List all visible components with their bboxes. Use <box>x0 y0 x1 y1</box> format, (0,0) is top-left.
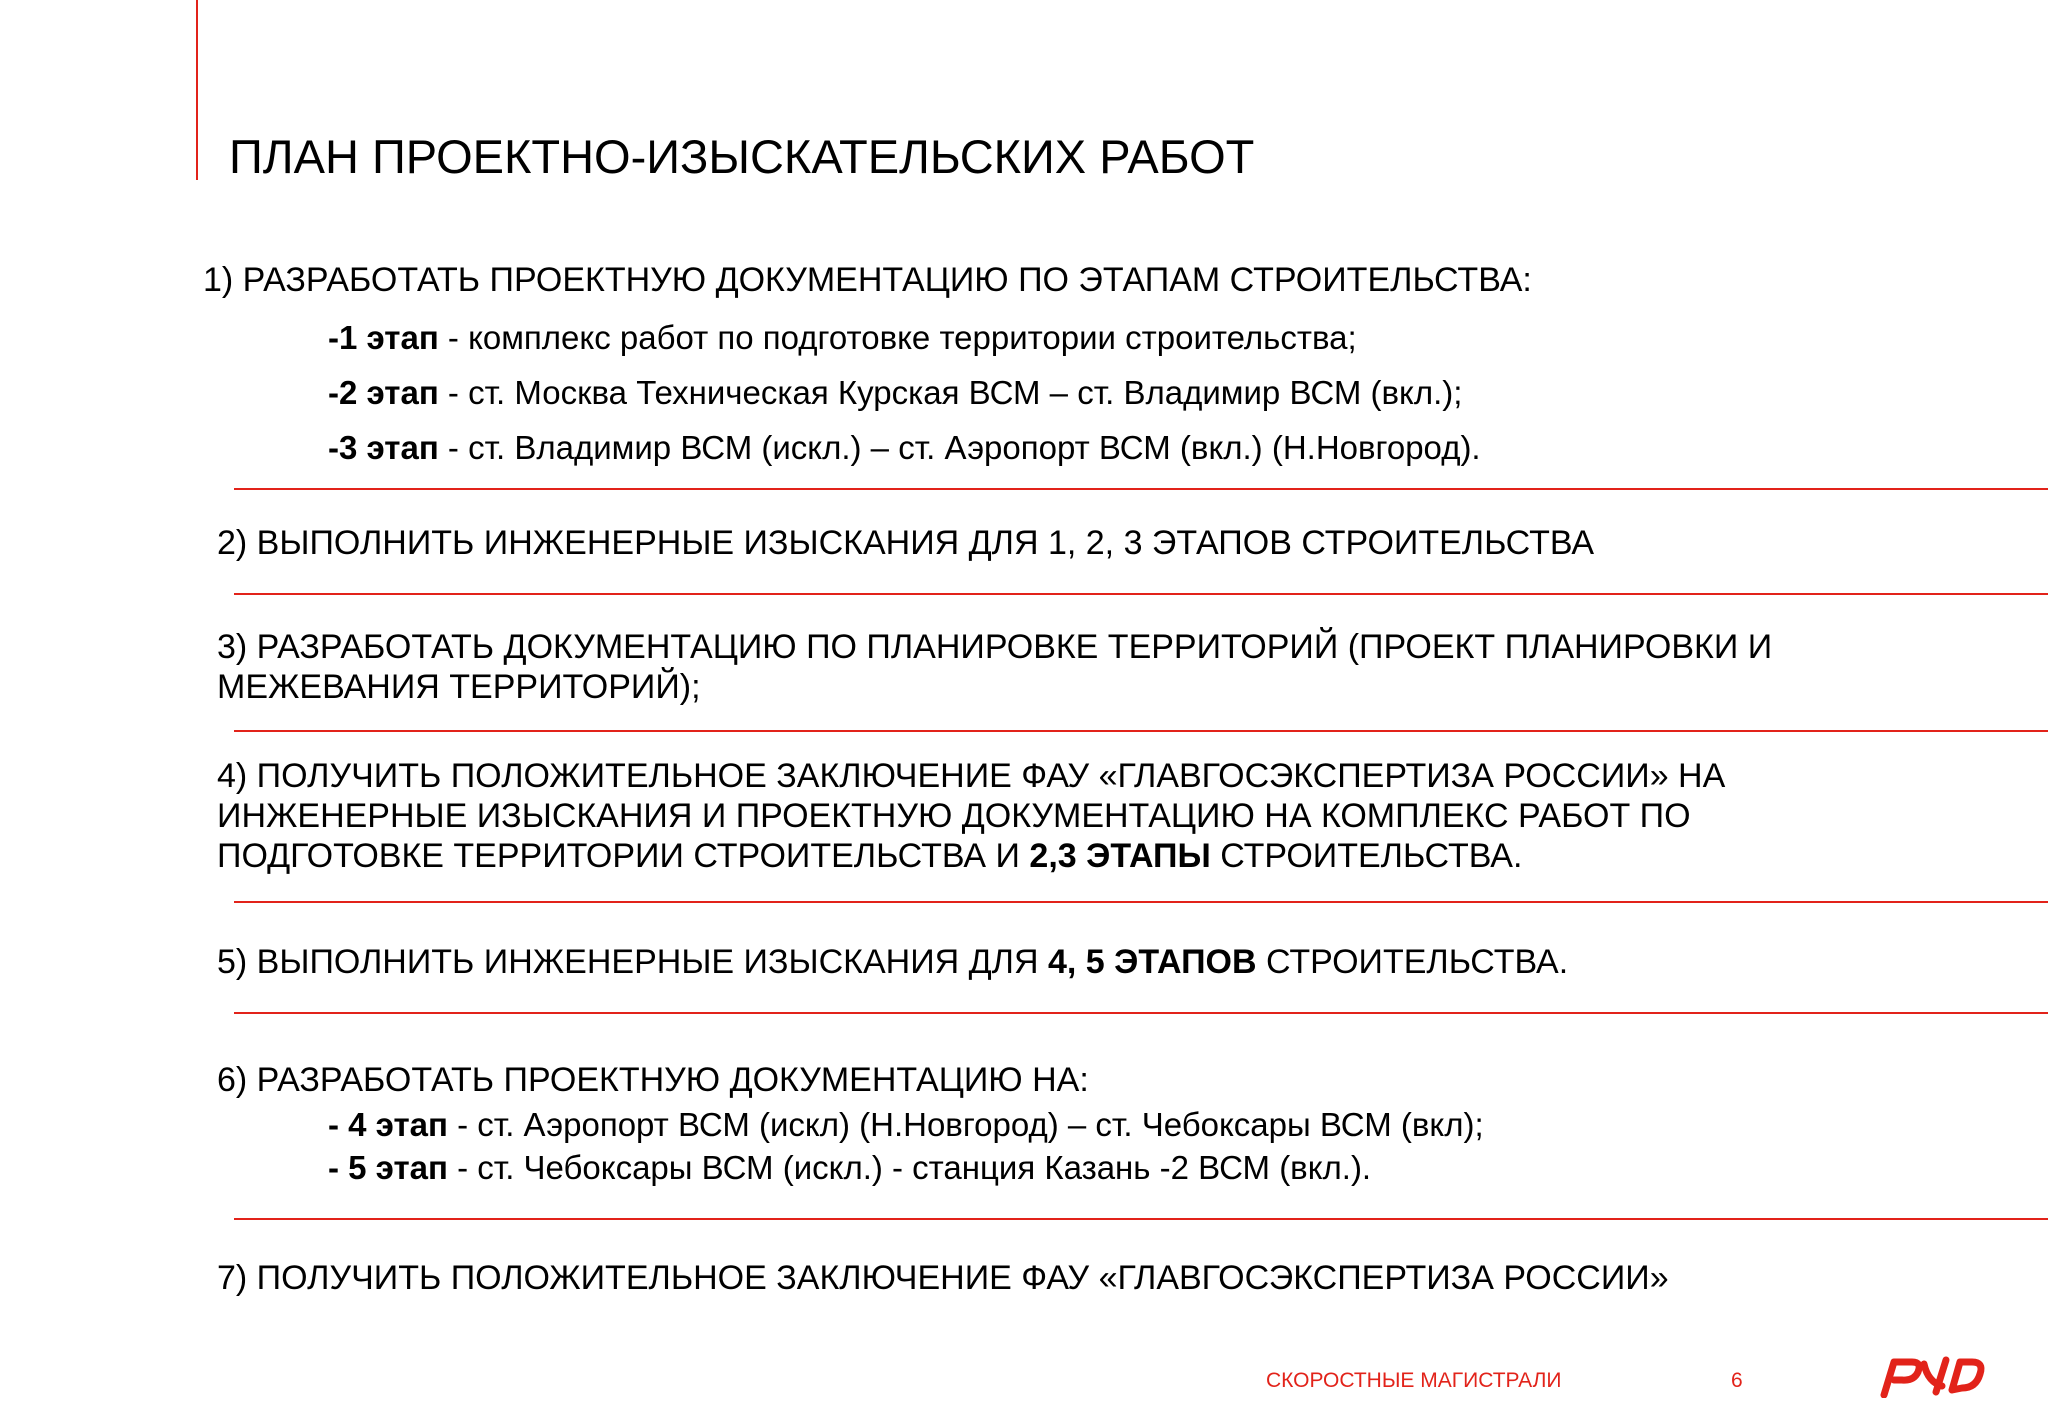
text-bold: 2,3 ЭТАПЫ <box>1029 837 1211 875</box>
separator <box>234 901 2048 903</box>
stage-text: - ст. Владимир ВСМ (искл.) – ст. Аэропорт ВСМ (вкл.) (Н.Новгород). <box>438 429 1481 466</box>
left-accent-line <box>196 0 198 180</box>
text-post: СТРОИТЕЛЬСТВА. <box>1210 837 1523 875</box>
separator <box>234 488 2048 490</box>
item-1-stage-3 <box>328 428 1481 468</box>
stage-text: - ст. Москва Техническая Курская ВСМ – ст. Владимир ВСМ (вкл.); <box>438 374 1463 411</box>
separator <box>234 730 2048 732</box>
text-pre: ПОДГОТОВКЕ ТЕРРИТОРИИ СТРОИТЕЛЬСТВА И <box>217 837 1030 875</box>
item-2-heading: 2) ВЫПОЛНИТЬ ИНЖЕНЕРНЫЕ ИЗЫСКАНИЯ ДЛЯ 1, 2, 3 ЭТАПОВ СТРОИТЕЛЬСТВА <box>217 524 1595 562</box>
stage-label: -1 этап <box>328 319 439 356</box>
item-1-heading: 1) РАЗРАБОТАТЬ ПРОЕКТНУЮ ДОКУМЕНТАЦИЮ ПО ЭТАПАМ СТРОИТЕЛЬСТВА: <box>203 261 1532 299</box>
item-6-stage-5 <box>328 1148 1371 1188</box>
item-5-heading <box>217 942 1568 982</box>
text-post: СТРОИТЕЛЬСТВА. <box>1256 943 1569 981</box>
item-4-line-1: 4) ПОЛУЧИТЬ ПОЛОЖИТЕЛЬНОЕ ЗАКЛЮЧЕНИЕ ФАУ «ГЛАВГОСЭКСПЕРТИЗА РОССИИ» НА <box>217 757 1726 795</box>
stage-text: - ст. Чебоксары ВСМ (искл.) - станция Казань -2 ВСМ (вкл.). <box>447 1149 1372 1186</box>
item-6-stage-4 <box>328 1105 1484 1145</box>
text-pre: 5) ВЫПОЛНИТЬ ИНЖЕНЕРНЫЕ ИЗЫСКАНИЯ ДЛЯ <box>217 943 1048 981</box>
separator <box>234 1218 2048 1220</box>
item-3-line-2: МЕЖЕВАНИЯ ТЕРРИТОРИЙ); <box>217 668 701 706</box>
rzd-logo-icon <box>1880 1352 1988 1398</box>
item-6-heading: 6) РАЗРАБОТАТЬ ПРОЕКТНУЮ ДОКУМЕНТАЦИЮ НА: <box>217 1061 1089 1099</box>
text-bold: 4, 5 ЭТАПОВ <box>1047 943 1257 981</box>
stage-label: - 5 этап <box>328 1149 448 1186</box>
stage-text: - комплекс работ по подготовке территории строительства; <box>438 319 1357 356</box>
item-3-line-1: 3) РАЗРАБОТАТЬ ДОКУМЕНТАЦИЮ ПО ПЛАНИРОВКЕ ТЕРРИТОРИЙ (ПРОЕКТ ПЛАНИРОВКИ И <box>217 628 1773 666</box>
item-4-line-3 <box>217 836 1522 876</box>
page-title: ПЛАН ПРОЕКТНО-ИЗЫСКАТЕЛЬСКИХ РАБОТ <box>229 130 1255 183</box>
stage-text: - ст. Аэропорт ВСМ (искл) (Н.Новгород) – ст. Чебоксары ВСМ (вкл); <box>447 1106 1484 1143</box>
stage-label: -3 этап <box>328 429 439 466</box>
separator <box>234 1012 2048 1014</box>
stage-label: - 4 этап <box>328 1106 448 1143</box>
page-number: 6 <box>1731 1369 1743 1392</box>
footer-caption: СКОРОСТНЫЕ МАГИСТРАЛИ <box>1266 1369 1562 1392</box>
item-7-heading: 7) ПОЛУЧИТЬ ПОЛОЖИТЕЛЬНОЕ ЗАКЛЮЧЕНИЕ ФАУ «ГЛАВГОСЭКСПЕРТИЗА РОССИИ» <box>217 1259 1669 1297</box>
item-4-line-2: ИНЖЕНЕРНЫЕ ИЗЫСКАНИЯ И ПРОЕКТНУЮ ДОКУМЕНТАЦИЮ НА КОМПЛЕКС РАБОТ ПО <box>217 797 1691 835</box>
stage-label: -2 этап <box>328 374 439 411</box>
item-1-stage-1 <box>328 318 1357 358</box>
item-1-stage-2 <box>328 373 1462 413</box>
separator <box>234 593 2048 595</box>
